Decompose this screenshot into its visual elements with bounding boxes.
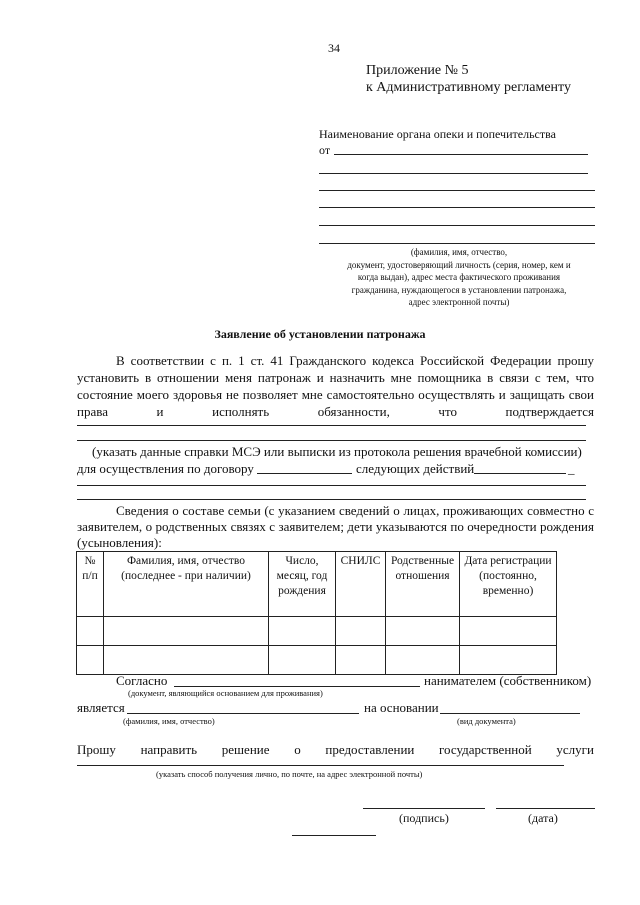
family-line: Сведения о составе семьи (с указанием сведений о лицах, проживающих совместно с: [116, 503, 594, 518]
request-word: услуги: [556, 742, 594, 757]
table-cell[interactable]: [336, 646, 386, 675]
statement-paragraph: [77, 352, 594, 420]
date-label: (дата): [528, 811, 558, 825]
owner-fio-field[interactable]: [127, 713, 359, 714]
applicant-line-3[interactable]: [319, 207, 595, 208]
owner-fio-hint: (фамилия, имя, отчество): [123, 716, 215, 726]
delivery-method-field[interactable]: [77, 765, 564, 766]
table-cell[interactable]: [104, 646, 269, 675]
basis-label: на основании: [364, 700, 439, 715]
actions-field-2[interactable]: [77, 485, 586, 486]
mse-field-2[interactable]: [77, 440, 586, 441]
contract-middle: следующих действий: [356, 461, 475, 476]
signature-field[interactable]: [363, 808, 485, 809]
table-cell[interactable]: [460, 646, 557, 675]
col-number: № п/п: [77, 552, 104, 617]
family-table-header: [77, 552, 557, 617]
actions-field[interactable]: [474, 473, 566, 474]
family-table: [76, 551, 557, 675]
from-label: от: [319, 143, 331, 157]
request-word: направить: [140, 742, 198, 757]
doc-type-hint: (вид документа): [457, 716, 516, 726]
applicant-line-2[interactable]: [319, 190, 595, 191]
table-cell[interactable]: [104, 617, 269, 646]
applicant-hint-line: (фамилия, имя, отчество,: [410, 247, 508, 257]
date-field[interactable]: [496, 808, 595, 809]
owner-label: нанимателем (собственником): [424, 673, 592, 688]
table-cell[interactable]: [386, 646, 460, 675]
request-word: Прошу: [77, 742, 116, 757]
table-row: [77, 617, 557, 646]
col-registration: Дата регистрации (постоянно, временно): [460, 552, 557, 617]
contract-field[interactable]: [257, 473, 352, 474]
applicant-line-1[interactable]: [319, 173, 588, 174]
doc-type-field[interactable]: [440, 713, 580, 714]
table-row: [77, 646, 557, 675]
applicant-hint-line: когда выдан), адрес места фактического проживания: [357, 272, 561, 282]
table-cell[interactable]: [336, 617, 386, 646]
agree-label: Согласно: [116, 673, 168, 688]
paragraph-line: состояние моего здоровья не позволяет мне самостоятельно осуществлять и защищать свои: [77, 387, 594, 402]
col-birth-date: Число, месяц, год рождения: [269, 552, 336, 617]
table-cell[interactable]: [460, 617, 557, 646]
table-cell[interactable]: [77, 646, 104, 675]
table-cell[interactable]: [269, 617, 336, 646]
col-full-name: Фамилия, имя, отчество (последнее - при наличии): [104, 552, 269, 617]
request-word: о: [294, 742, 301, 757]
statement-title: Заявление об установлении патронажа: [214, 327, 426, 341]
delivery-method-hint: (указать способ получения лично, по почте, на адрес электронной почты): [156, 769, 423, 779]
residence-doc-field[interactable]: [174, 686, 420, 687]
organ-name-label: Наименование органа опеки и попечительства: [319, 127, 556, 141]
contract-suffix: _: [568, 461, 575, 476]
mse-field-1[interactable]: [77, 425, 586, 426]
col-snils: СНИЛС: [336, 552, 386, 617]
family-paragraph: [77, 503, 594, 551]
from-field[interactable]: [334, 154, 588, 155]
actions-field-3[interactable]: [77, 499, 586, 500]
table-cell[interactable]: [269, 646, 336, 675]
applicant-hint-line: документ, удостоверяющий личность (серия, номер, кем и: [347, 259, 571, 270]
appendix-subtitle: к Административному регламенту: [366, 80, 571, 95]
family-line: (усыновления):: [77, 535, 162, 550]
mse-hint: (указать данные справки МСЭ или выписки из протокола решения врачебной комиссии): [92, 444, 582, 459]
extra-signature-field[interactable]: [292, 835, 376, 836]
signature-label: (подпись): [399, 811, 449, 825]
paragraph-line: установить в отношении меня патронаж и назначить мне помощника в связи с тем, что: [77, 370, 594, 385]
paragraph-line: права и исполнять обязанности, что подтверждается: [77, 404, 594, 419]
request-line: [77, 742, 594, 758]
request-word: предоставлении: [325, 742, 415, 757]
applicant-line-4[interactable]: [319, 225, 595, 226]
paragraph-line: В соответствии с п. 1 ст. 41 Гражданского кодекса Российской Федерации прошу: [116, 353, 594, 368]
col-relation: Родственные отношения: [386, 552, 460, 617]
applicant-hint-line: адрес электронной почты): [408, 297, 510, 307]
contract-prefix: для осуществления по договору: [77, 461, 254, 476]
is-label: является: [77, 700, 125, 715]
applicant-line-5[interactable]: [319, 243, 595, 244]
family-line: заявителем, о родственных связях с заявителем; дети указываются по очередности рождения: [77, 519, 594, 534]
residence-doc-hint: (документ, являющийся основанием для проживания): [128, 688, 323, 698]
page-number: 34: [328, 41, 340, 55]
table-cell[interactable]: [77, 617, 104, 646]
request-word: решение: [221, 742, 270, 757]
table-cell[interactable]: [386, 617, 460, 646]
applicant-hint: [318, 246, 600, 309]
applicant-hint-line: гражданина, нуждающегося в установлении патронажа,: [351, 284, 567, 295]
request-word: государственной: [439, 742, 532, 757]
appendix-title: Приложение № 5: [366, 63, 469, 78]
